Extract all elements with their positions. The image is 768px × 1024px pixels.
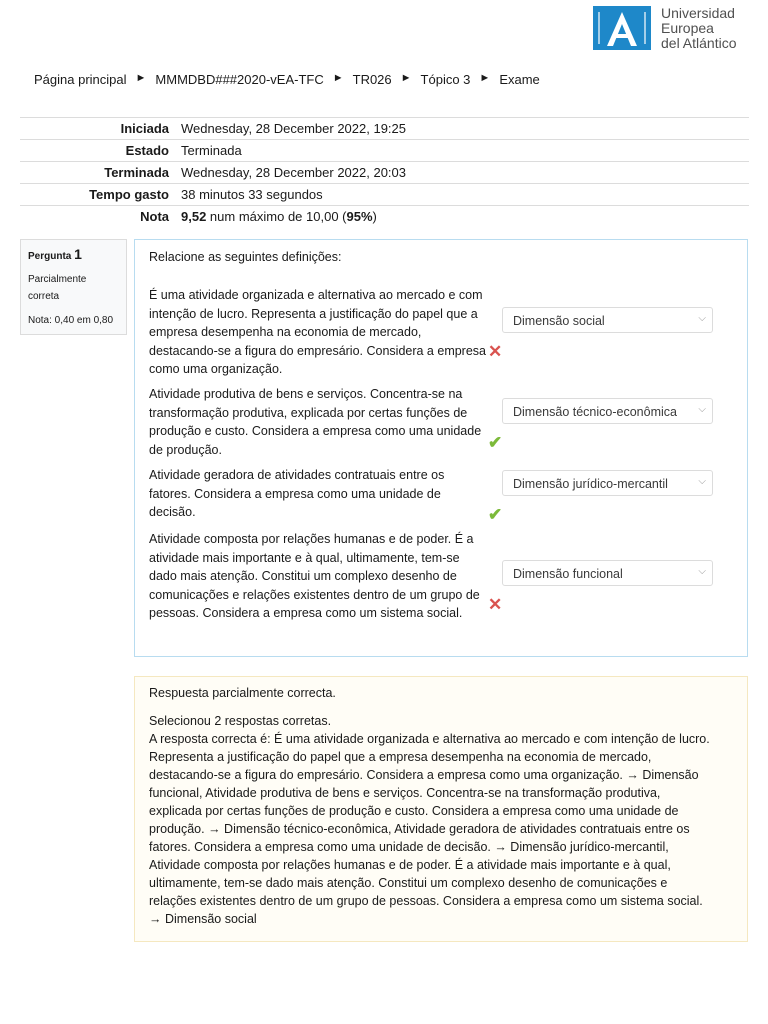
grade-percent: 95% [346, 209, 373, 224]
correct-icon: ✔ [488, 505, 503, 524]
question-info [20, 239, 127, 335]
breadcrumb-home[interactable]: Página principal [34, 72, 127, 87]
match-item-text: Atividade geradora de atividades contratuais entre os fatores. Considera a empresa como uma unidade de decisão. [149, 468, 445, 519]
chevron-down-icon: ⌵ [698, 404, 706, 415]
incorrect-icon: ✕ [488, 342, 503, 361]
question-label: Pergunta [28, 251, 72, 262]
question-content [134, 239, 748, 657]
summary-value: Wednesday, 28 December 2022, 19:25 [175, 118, 749, 140]
breadcrumb-topic[interactable]: Tópico 3 [420, 72, 471, 87]
summary-key: Iniciada [20, 118, 175, 140]
chevron-down-icon: ⌵ [698, 566, 706, 577]
match-select-3[interactable] [502, 470, 713, 496]
attempt-summary-table [20, 117, 749, 227]
grade-end: ) [372, 209, 377, 224]
summary-value: Terminada [175, 140, 749, 162]
grade-mid: num máximo de 10,00 ( [206, 209, 347, 224]
chevron-down-icon: ⌵ [698, 476, 706, 487]
logo-line-2: Europea [661, 20, 714, 36]
select-value: Dimensão técnico-econômica [513, 405, 677, 419]
match-select-4[interactable] [502, 560, 713, 586]
feedback-box [134, 676, 748, 942]
question-number-value: 1 [74, 246, 82, 262]
question-number [28, 246, 82, 262]
summary-row-started [20, 118, 749, 140]
breadcrumb-course[interactable]: MMMDBD###2020-vEA-TFC [155, 72, 324, 87]
summary-row-state [20, 140, 749, 162]
breadcrumb-separator-icon: ► [332, 72, 344, 84]
university-logo[interactable] [593, 6, 737, 51]
feedback-summary: Respuesta parcialmente correcta. [149, 686, 336, 700]
question-state: Parcialmente correta [28, 274, 87, 302]
match-item-text: Atividade composta por relações humanas e de poder. É a atividade mais importante e à qual, ultimamente, tem-se dado mais atenção. Constitui um complexo desenho de comunicações e relações existentes dentro de um grupo de pessoas. Considera a empresa como um sistema social. [149, 532, 480, 620]
summary-key: Estado [20, 140, 175, 162]
logo-a-icon [593, 6, 651, 50]
select-value: Dimensão social [513, 314, 605, 328]
incorrect-icon: ✕ [488, 595, 503, 614]
summary-value [175, 206, 749, 228]
correct-icon: ✔ [488, 433, 503, 452]
match-item-text: É uma atividade organizada e alternativa ao mercado e com intenção de lucro. Representa a justificação do papel que a empresa desempenha na economia de mercado, destacando-se a figura do empresário. Considera a empresa como uma organização. [149, 288, 486, 376]
select-value: Dimensão funcional [513, 567, 623, 581]
summary-value: Wednesday, 28 December 2022, 20:03 [175, 162, 749, 184]
chevron-down-icon: ⌵ [698, 313, 706, 324]
summary-row-finished [20, 162, 749, 184]
match-select-1[interactable] [502, 307, 713, 333]
select-value: Dimensão jurídico-mercantil [513, 477, 668, 491]
breadcrumb-separator-icon: ► [400, 72, 412, 84]
page-header [0, 0, 768, 60]
breadcrumb-section[interactable]: TR026 [352, 72, 392, 87]
question-grade: Nota: 0,40 em 0,80 [28, 315, 114, 326]
logo-line-1: Universidad [661, 5, 735, 21]
summary-key: Tempo gasto [20, 184, 175, 206]
breadcrumb-separator-icon: ► [135, 72, 147, 84]
summary-key: Nota [20, 206, 175, 228]
breadcrumb-separator-icon: ► [479, 72, 491, 84]
breadcrumb-exam[interactable]: Exame [499, 72, 540, 87]
summary-key: Terminada [20, 162, 175, 184]
breadcrumb [34, 72, 540, 87]
logo-line-3: del Atlántico [661, 35, 737, 51]
summary-row-grade [20, 206, 749, 228]
match-select-2[interactable] [502, 398, 713, 424]
summary-value: 38 minutos 33 segundos [175, 184, 749, 206]
logo-text [661, 6, 737, 51]
question-prompt: Relacione as seguintes definições: [149, 250, 342, 264]
feedback-detail: Selecionou 2 respostas corretas. A resposta correcta é: É uma atividade organizada e alternativa ao mercado e com intenção de lucro. Representa a justificação do papel que a empresa desempenha na economia de mercado, destacando-se a figura do empresário. Considera a empresa como uma organização. → Dimensão funcional, Atividade produtiva de bens e serviços. Concentra-se na transformação produtiva, explicada por certas funções de produção e custo. Considera a empresa como uma unidade de produção. → Dimensão técnico-econômica, Atividade geradora de atividades contratuais entre os fatores. Considera a empresa como uma unidade de decisão. → Dimensão jurídico-mercantil, Atividade composta por relações humanas e de poder. É a atividade mais importante e à qual, ultimamente, tem-se dado mais atenção. Constitui um complexo desenho de comunicações e relações existentes dentro de um grupo de pessoas. Considera a empresa como um sistema social. → Dimensão social [149, 714, 710, 926]
summary-row-time [20, 184, 749, 206]
match-item-text: Atividade produtiva de bens e serviços. Concentra-se na transformação produtiva, explicada por certas funções de produção e custo. Considera a empresa como uma unidade de produção. [149, 387, 482, 457]
grade-score: 9,52 [181, 209, 207, 224]
